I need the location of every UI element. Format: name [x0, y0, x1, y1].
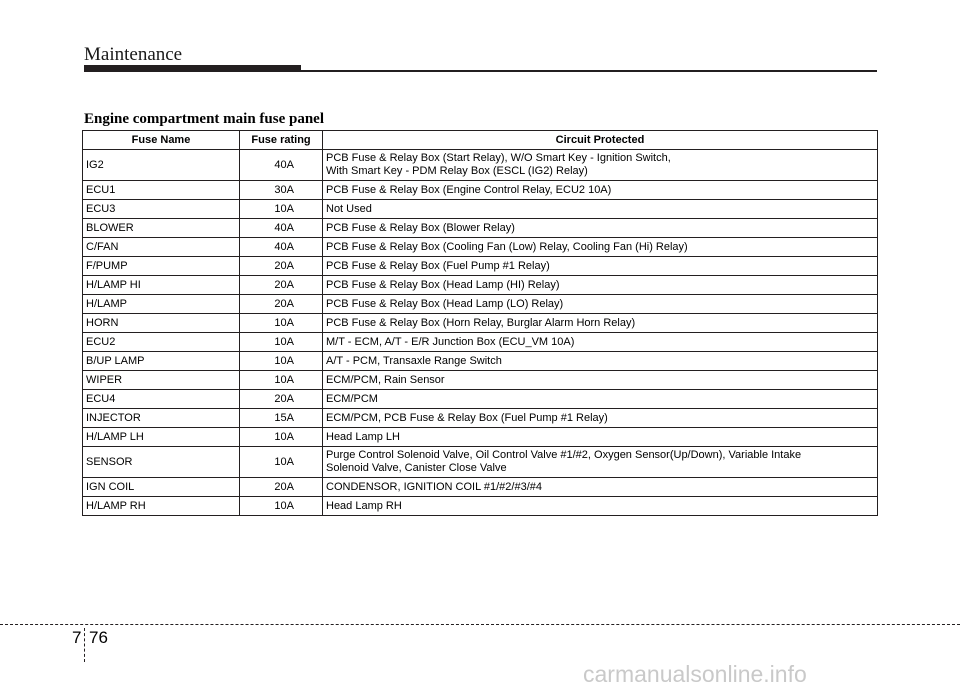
circuit-line: ECM/PCM	[326, 392, 378, 405]
circuit-line: M/T - ECM, A/T - E/R Junction Box (ECU_VM 10A)	[326, 335, 575, 348]
circuit-line: Not Used	[326, 202, 372, 215]
fuse-name-cell: BLOWER	[83, 219, 240, 238]
circuit-line: Head Lamp RH	[326, 499, 402, 512]
circuit-line: PCB Fuse & Relay Box (Start Relay), W/O Smart Key - Ignition Switch,	[326, 152, 671, 164]
circuit-line: PCB Fuse & Relay Box (Blower Relay)	[326, 221, 515, 234]
circuit-protected-cell	[323, 238, 878, 257]
table-row	[83, 371, 878, 390]
table-row	[83, 295, 878, 314]
table-row	[83, 219, 878, 238]
circuit-protected-cell	[323, 314, 878, 333]
circuit-line: PCB Fuse & Relay Box (Head Lamp (HI) Relay)	[326, 278, 560, 291]
circuit-line: ECM/PCM, PCB Fuse & Relay Box (Fuel Pump #1 Relay)	[326, 411, 608, 424]
page-number-separator	[84, 628, 85, 662]
fuse-rating-cell: 10A	[240, 428, 323, 447]
fuse-rating-cell: 20A	[240, 390, 323, 409]
fuse-table-body	[83, 150, 878, 516]
fuse-rating-cell: 10A	[240, 200, 323, 219]
circuit-protected-cell	[323, 333, 878, 352]
circuit-line: PCB Fuse & Relay Box (Head Lamp (LO) Relay)	[326, 297, 564, 310]
fuse-name-cell: H/LAMP	[83, 295, 240, 314]
circuit-protected-cell	[323, 497, 878, 516]
fuse-rating-cell: 20A	[240, 257, 323, 276]
table-row	[83, 200, 878, 219]
section-title: Engine compartment main fuse panel	[84, 111, 324, 127]
circuit-line: With Smart Key - PDM Relay Box (ESCL (IG2) Relay)	[326, 165, 588, 177]
fuse-rating-cell: 10A	[240, 497, 323, 516]
header-rule-thick	[84, 65, 301, 72]
fuse-rating-cell: 40A	[240, 219, 323, 238]
circuit-protected-cell	[323, 428, 878, 447]
table-header-row	[83, 131, 878, 150]
table-row	[83, 409, 878, 428]
circuit-protected-cell	[323, 447, 878, 478]
column-header-fuse-rating: Fuse rating	[240, 131, 323, 150]
circuit-line: PCB Fuse & Relay Box (Fuel Pump #1 Relay)	[326, 259, 550, 272]
circuit-line: Purge Control Solenoid Valve, Oil Control Valve #1/#2, Oxygen Sensor(Up/Down), Variable Intake	[326, 449, 802, 461]
circuit-protected-cell	[323, 257, 878, 276]
fuse-rating-cell: 20A	[240, 295, 323, 314]
circuit-line: PCB Fuse & Relay Box (Cooling Fan (Low) Relay, Cooling Fan (Hi) Relay)	[326, 240, 688, 253]
fuse-table	[82, 130, 878, 516]
circuit-protected-cell	[323, 478, 878, 497]
circuit-protected-cell	[323, 409, 878, 428]
circuit-line: Head Lamp LH	[326, 430, 400, 443]
table-row	[83, 150, 878, 181]
circuit-protected-cell	[323, 295, 878, 314]
fuse-name-cell: ECU1	[83, 181, 240, 200]
fuse-name-cell: SENSOR	[83, 447, 240, 478]
page-number: 76	[89, 628, 108, 647]
fuse-name-cell: ECU2	[83, 333, 240, 352]
fuse-rating-cell: 10A	[240, 314, 323, 333]
table-row	[83, 428, 878, 447]
circuit-line: CONDENSOR, IGNITION COIL #1/#2/#3/#4	[326, 480, 542, 493]
column-header-fuse-name: Fuse Name	[83, 131, 240, 150]
fuse-name-cell: INJECTOR	[83, 409, 240, 428]
fuse-rating-cell: 10A	[240, 352, 323, 371]
fuse-name-cell: ECU4	[83, 390, 240, 409]
fuse-name-cell: B/UP LAMP	[83, 352, 240, 371]
circuit-protected-cell	[323, 276, 878, 295]
fuse-rating-cell: 20A	[240, 276, 323, 295]
fuse-name-cell: F/PUMP	[83, 257, 240, 276]
watermark: carmanualsonline.info	[583, 661, 807, 687]
fuse-rating-cell: 10A	[240, 447, 323, 478]
fuse-name-cell: C/FAN	[83, 238, 240, 257]
fuse-rating-cell: 40A	[240, 150, 323, 181]
circuit-line: Solenoid Valve, Canister Close Valve	[326, 462, 507, 474]
table-row	[83, 276, 878, 295]
table-row	[83, 447, 878, 478]
circuit-protected-cell	[323, 181, 878, 200]
fuse-rating-cell: 30A	[240, 181, 323, 200]
table-row	[83, 497, 878, 516]
fuse-rating-cell: 10A	[240, 333, 323, 352]
circuit-protected-cell	[323, 200, 878, 219]
circuit-protected-cell	[323, 219, 878, 238]
fuse-name-cell: IGN COIL	[83, 478, 240, 497]
circuit-line: ECM/PCM, Rain Sensor	[326, 373, 445, 386]
table-row	[83, 352, 878, 371]
fuse-name-cell: H/LAMP LH	[83, 428, 240, 447]
circuit-line: A/T - PCM, Transaxle Range Switch	[326, 354, 502, 367]
fuse-name-cell: H/LAMP HI	[83, 276, 240, 295]
table-row	[83, 390, 878, 409]
circuit-protected-cell	[323, 150, 878, 181]
circuit-protected-cell	[323, 352, 878, 371]
footer-rule	[0, 624, 960, 625]
table-row	[83, 333, 878, 352]
header-rule-thin	[301, 70, 877, 72]
table-row	[83, 257, 878, 276]
table-row	[83, 181, 878, 200]
fuse-name-cell: HORN	[83, 314, 240, 333]
fuse-name-cell: H/LAMP RH	[83, 497, 240, 516]
circuit-protected-cell	[323, 390, 878, 409]
chapter-number: 7	[72, 628, 82, 647]
table-row	[83, 238, 878, 257]
table-row	[83, 314, 878, 333]
circuit-line: PCB Fuse & Relay Box (Engine Control Relay, ECU2 10A)	[326, 183, 612, 196]
fuse-name-cell: ECU3	[83, 200, 240, 219]
fuse-rating-cell: 10A	[240, 371, 323, 390]
fuse-rating-cell: 15A	[240, 409, 323, 428]
fuse-rating-cell: 20A	[240, 478, 323, 497]
table-row	[83, 478, 878, 497]
fuse-name-cell: WIPER	[83, 371, 240, 390]
page-header-title: Maintenance	[84, 44, 183, 65]
circuit-line: PCB Fuse & Relay Box (Horn Relay, Burglar Alarm Horn Relay)	[326, 316, 636, 329]
column-header-circuit-protected: Circuit Protected	[323, 131, 878, 150]
fuse-rating-cell: 40A	[240, 238, 323, 257]
circuit-protected-cell	[323, 371, 878, 390]
fuse-name-cell: IG2	[83, 150, 240, 181]
